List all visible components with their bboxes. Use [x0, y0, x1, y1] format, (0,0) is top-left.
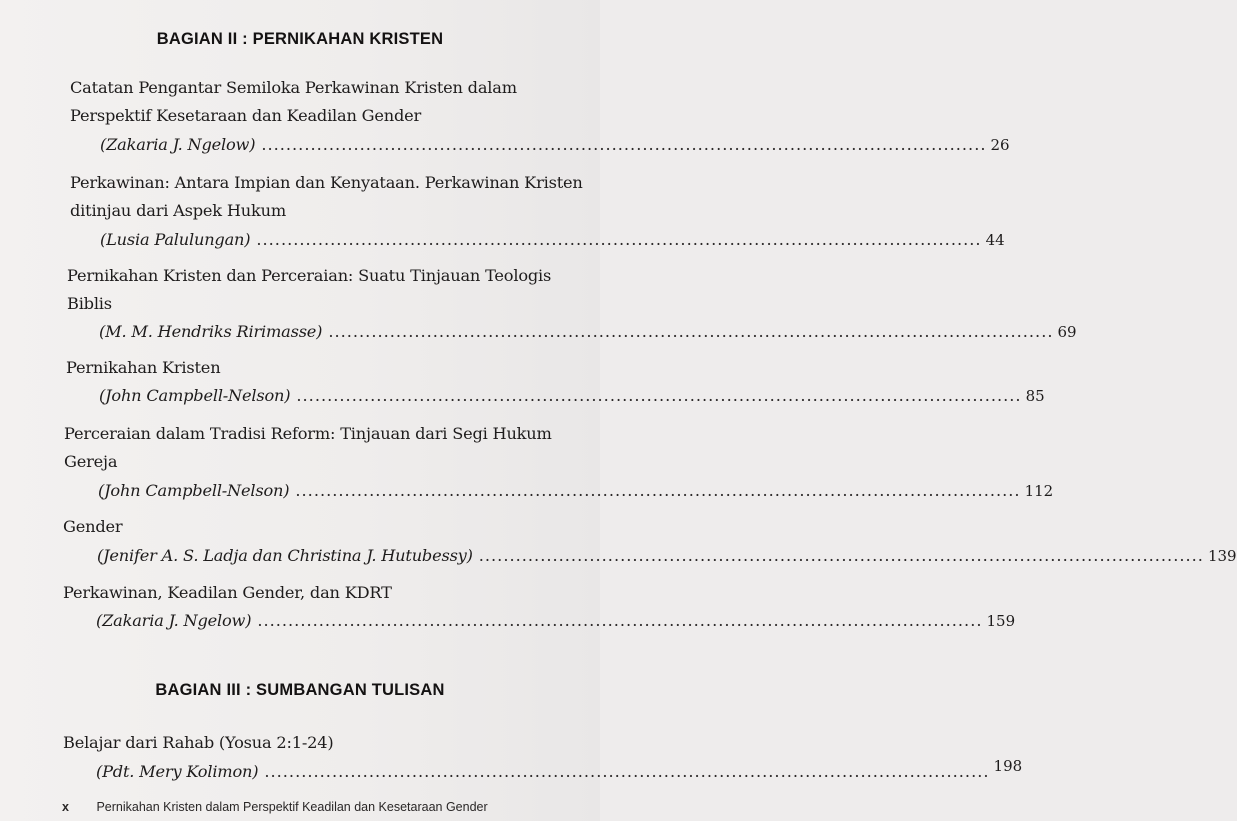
toc-title-line: Gereja — [64, 452, 118, 471]
leader-dots: ...................................................................................................................... — [257, 611, 983, 630]
toc-page-number: 139 — [1207, 547, 1237, 565]
section-heading-bagian-3: BAGIAN III : SUMBANGAN TULISAN — [155, 681, 445, 699]
leader-dots: ...................................................................................................................... — [328, 322, 1054, 341]
toc-page-number: 159 — [986, 612, 1016, 630]
section-heading-bagian-2: BAGIAN II : PERNIKAHAN KRISTEN — [156, 30, 444, 48]
toc-title-line: Gender — [63, 517, 123, 536]
toc-author: (Jenifer A. S. Ladja dan Christina J. Hutubessy) — [97, 546, 473, 565]
toc-author-line — [99, 322, 1077, 341]
toc-author: (Zakaria J. Ngelow) — [100, 135, 256, 154]
leader-dots: ...................................................................................................................... — [296, 386, 1022, 405]
toc-page-number: 85 — [1025, 387, 1045, 405]
running-title: Pernikahan Kristen dalam Perspektif Keadilan dan Kesetaraan Gender — [96, 800, 488, 814]
leader-dots: ...................................................................................................................... — [261, 135, 987, 154]
toc-title-line: ditinjau dari Aspek Hukum — [70, 201, 286, 220]
toc-author-line — [100, 230, 1005, 249]
page-footer — [62, 800, 488, 814]
toc-page-number: 112 — [1024, 482, 1054, 500]
toc-author: (Zakaria J. Ngelow) — [96, 611, 252, 630]
toc-author-line — [100, 135, 1010, 154]
toc-page-number: 198 — [993, 757, 1023, 775]
leader-dots: ...................................................................................................................... — [295, 481, 1021, 500]
toc-author-line — [96, 757, 1023, 781]
toc-author-line — [96, 611, 1016, 630]
leader-dots: ...................................................................................................................... — [264, 762, 990, 781]
toc-title-line: Pernikahan Kristen dan Perceraian: Suatu Tinjauan Teologis — [67, 266, 552, 285]
toc-title-line: Perspektif Kesetaraan dan Keadilan Gender — [70, 106, 422, 125]
toc-author-line — [97, 546, 1237, 565]
toc-author: (John Campbell-Nelson) — [99, 386, 291, 405]
leader-dots: ...................................................................................................................... — [256, 230, 982, 249]
toc-author: (Pdt. Mery Kolimon) — [96, 762, 259, 781]
toc-author: (Lusia Palulungan) — [100, 230, 251, 249]
leader-dots: ...................................................................................................................... — [478, 546, 1204, 565]
toc-author: (M. M. Hendriks Ririmasse) — [99, 322, 323, 341]
toc-title-line: Biblis — [67, 294, 112, 313]
toc-author: (John Campbell-Nelson) — [98, 481, 290, 500]
toc-author-line — [98, 481, 1054, 500]
toc-title-line: Perkawinan, Keadilan Gender, dan KDRT — [63, 583, 392, 602]
toc-title-line: Pernikahan Kristen — [66, 358, 221, 377]
toc-author-line — [99, 386, 1045, 405]
toc-title-line: Perkawinan: Antara Impian dan Kenyataan. Perkawinan Kristen — [70, 173, 583, 192]
toc-page-number: 26 — [990, 136, 1010, 154]
toc-title-line: Perceraian dalam Tradisi Reform: Tinjauan dari Segi Hukum — [64, 424, 552, 443]
toc-title-line: Catatan Pengantar Semiloka Perkawinan Kristen dalam — [70, 78, 517, 97]
toc-title-line: Belajar dari Rahab (Yosua 2:1-24) — [63, 733, 334, 752]
toc-page-number: 44 — [985, 231, 1005, 249]
toc-page-number: 69 — [1057, 323, 1077, 341]
page-number-roman: x — [62, 800, 69, 814]
